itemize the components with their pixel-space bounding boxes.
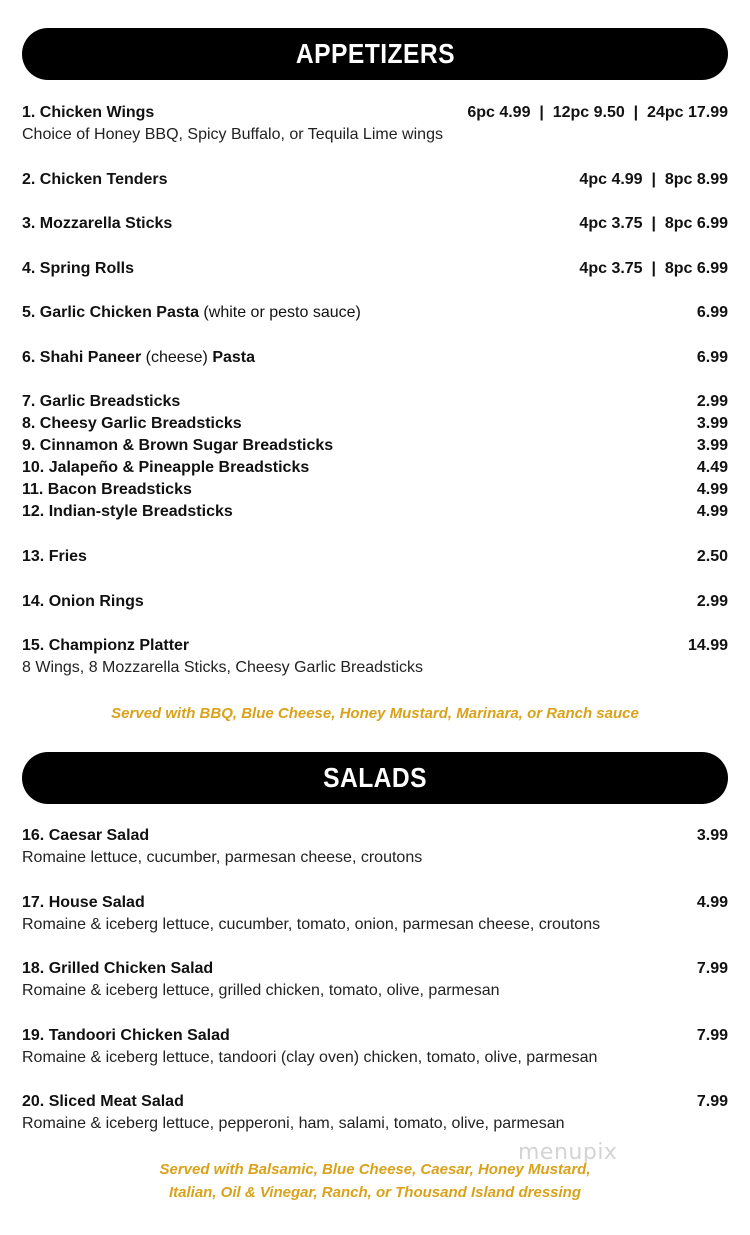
menu-item — [22, 213, 728, 235]
item-name: 5. Garlic Chicken Pasta — [22, 304, 199, 321]
menu-item — [22, 435, 728, 457]
dressing-note — [0, 1158, 750, 1204]
item-name: 16. Caesar Salad — [22, 827, 150, 844]
menu-item — [22, 501, 728, 523]
item-name: 9. Cinnamon & Brown Sugar Breadsticks — [22, 437, 334, 454]
item-price: 2.99 — [696, 393, 728, 410]
appetizers-title: APPETIZERS — [295, 38, 455, 69]
item-name: 2. Chicken Tenders — [22, 171, 168, 188]
item-name: 7. Garlic Breadsticks — [22, 393, 181, 410]
item-price: 7.99 — [696, 960, 728, 977]
appetizers-banner — [22, 28, 728, 80]
menu-item — [22, 169, 728, 191]
item-note: (cheese) — [141, 349, 213, 366]
menu-item — [22, 391, 728, 413]
menu-item — [22, 958, 728, 1002]
salads-banner — [22, 752, 728, 804]
menu-item — [22, 892, 728, 936]
menu-item — [22, 825, 728, 869]
item-name: 14. Onion Rings — [22, 593, 144, 610]
item-description: Romaine & iceberg lettuce, grilled chicken, tomato, olive, parmesan — [22, 982, 500, 999]
item-name: 13. Fries — [22, 548, 87, 565]
item-description: Romaine & iceberg lettuce, pepperoni, ham, salami, tomato, olive, parmesan — [22, 1115, 565, 1132]
item-name: 8. Cheesy Garlic Breadsticks — [22, 415, 242, 432]
item-price: 4.49 — [696, 459, 728, 476]
dressing-note-line: Served with Balsamic, Blue Cheese, Caesar, Honey Mustard, — [159, 1161, 591, 1178]
item-description: Romaine & iceberg lettuce, tandoori (clay oven) chicken, tomato, olive, parmesan — [22, 1049, 598, 1066]
menu-item — [22, 102, 728, 146]
menupix-watermark: menupix — [518, 1140, 618, 1165]
item-description: 8 Wings, 8 Mozzarella Sticks, Cheesy Garlic Breadsticks — [22, 659, 424, 676]
item-price: 7.99 — [696, 1093, 728, 1110]
item-name: 18. Grilled Chicken Salad — [22, 960, 214, 977]
menu-item — [22, 1091, 728, 1135]
item-name: 20. Sliced Meat Salad — [22, 1093, 184, 1110]
menu-item — [22, 258, 728, 280]
item-price: 3.99 — [696, 827, 728, 844]
item-price: 6pc 4.99 | 12pc 9.50 | 24pc 17.99 — [467, 104, 728, 121]
item-name-suffix: Pasta — [212, 349, 256, 366]
sauce-note: Served with BBQ, Blue Cheese, Honey Mustard, Marinara, or Ranch sauce — [111, 705, 639, 722]
item-price: 7.99 — [696, 1027, 728, 1044]
menu-item — [22, 1025, 728, 1069]
item-name: 3. Mozzarella Sticks — [22, 215, 173, 232]
item-name: 4. Spring Rolls — [22, 260, 135, 277]
item-name: 10. Jalapeño & Pineapple Breadsticks — [22, 459, 310, 476]
item-name: 15. Championz Platter — [22, 637, 190, 654]
item-description: Romaine & iceberg lettuce, cucumber, tomato, onion, parmesan cheese, croutons — [22, 916, 601, 933]
item-name: 1. Chicken Wings — [22, 104, 155, 121]
item-description: Choice of Honey BBQ, Spicy Buffalo, or Tequila Lime wings — [22, 126, 443, 143]
item-note: (white or pesto sauce) — [198, 304, 361, 321]
item-price: 4pc 3.75 | 8pc 6.99 — [579, 215, 728, 232]
menu-item — [22, 479, 728, 501]
menu-item — [22, 413, 728, 435]
menu-item — [22, 302, 728, 324]
item-price: 4.99 — [696, 894, 728, 911]
item-price: 4pc 4.99 | 8pc 8.99 — [579, 171, 728, 188]
item-price: 2.50 — [696, 548, 728, 565]
item-name: 17. House Salad — [22, 894, 145, 911]
item-price: 3.99 — [696, 415, 728, 432]
item-price: 6.99 — [696, 349, 728, 366]
item-price: 4pc 3.75 | 8pc 6.99 — [579, 260, 728, 277]
item-description: Romaine lettuce, cucumber, parmesan cheese, croutons — [22, 849, 423, 866]
menu-item — [22, 635, 728, 679]
item-name: 19. Tandoori Chicken Salad — [22, 1027, 230, 1044]
item-name: 6. Shahi Paneer — [22, 349, 142, 366]
item-price: 6.99 — [696, 304, 728, 321]
item-name: 11. Bacon Breadsticks — [22, 481, 192, 498]
item-price: 4.99 — [696, 481, 728, 498]
menu-item — [22, 347, 728, 369]
breadsticks-group — [22, 391, 728, 523]
menu-item — [22, 546, 728, 568]
menu-item — [22, 591, 728, 613]
item-price: 2.99 — [696, 593, 728, 610]
item-price: 14.99 — [687, 637, 728, 654]
dressing-note-line: Italian, Oil & Vinegar, Ranch, or Thousand Island dressing — [168, 1184, 582, 1201]
menu-item — [22, 457, 728, 479]
item-price: 4.99 — [696, 503, 728, 520]
item-name: 12. Indian-style Breadsticks — [22, 503, 233, 520]
salads-title: SALADS — [323, 762, 427, 793]
item-price: 3.99 — [696, 437, 728, 454]
